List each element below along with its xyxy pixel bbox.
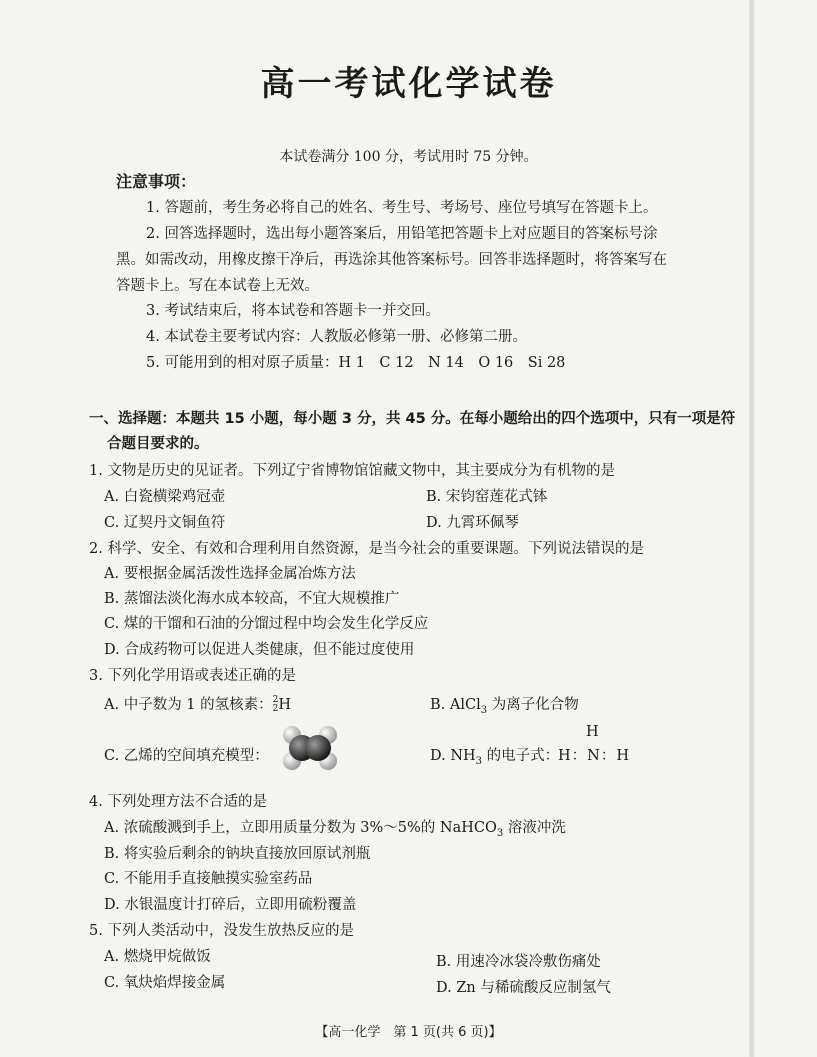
q5-option-b: B. 用速冷冰袋冷敷伤痛处 (436, 954, 601, 970)
ethylene-space-filling-model-icon (278, 726, 342, 770)
q4-a-subscript: 3 (496, 827, 504, 839)
q4-a-text: A. 浓硫酸溅到手上，立即用质量分数为 3%～5%的 NaHCO (104, 820, 497, 836)
q4-option-d: D. 水银温度计打碎后，立即用硫粉覆盖 (104, 897, 357, 913)
atomic-number: 2 (272, 704, 279, 714)
notice-line: 3. 考试结束后，将本试卷和答题卡一并交回。 (146, 303, 440, 319)
notice-line: 答题卡上。写在本试卷上无效。 (116, 278, 319, 294)
q2-option-c: C. 煤的干馏和石油的分馏过程中均会发生化学反应 (104, 616, 429, 632)
q5-option-a: A. 燃烧甲烷做饭 (104, 949, 211, 965)
notice-line: 2. 回答选择题时，选出每小题答案后，用铅笔把答题卡上对应题目的答案标号涂 (146, 226, 658, 242)
notice-line: 4. 本试卷主要考试内容：人教版必修第一册、必修第二册。 (146, 329, 527, 345)
q5-option-d: D. Zn 与稀硫酸反应制氢气 (436, 980, 611, 996)
notice-heading: 注意事项： (116, 172, 197, 191)
question-3-stem: 3. 下列化学用语或表述正确的是 (89, 668, 296, 684)
mass-number: 2 (272, 695, 279, 705)
notice-line: 1. 答题前，考生务必将自己的姓名、考生号、考场号、座位号填写在答题卡上。 (146, 200, 658, 216)
lewis-structure-row: H：N：H (558, 748, 630, 764)
notice-line: 黑。如需改动，用橡皮擦干净后，再选涂其他答案标号。回答非选择题时，将答案写在 (116, 252, 667, 268)
q1-option-c: C. 辽契丹文铜鱼符 (104, 515, 226, 531)
page-footer: 【高一化学 第 1 页(共 6 页)】 (315, 1025, 502, 1040)
question-2-stem: 2. 科学、安全、有效和合理利用自然资源，是当今社会的重要课题。下列说法错误的是 (89, 541, 644, 557)
section-heading: 一、选择题：本题共 15 小题，每小题 3 分，共 45 分。在每小题给出的四个选项中，只有一项是符 (89, 411, 736, 427)
question-5-stem: 5. 下列人类活动中，没发生放热反应的是 (89, 923, 354, 939)
q5-option-c: C. 氧炔焰焊接金属 (104, 975, 226, 991)
q2-option-b: B. 蒸馏法淡化海水成本较高，不宜大规模推广 (104, 591, 400, 607)
q3-d-formula: D. NH (430, 748, 476, 764)
notice-line: 5. 可能用到的相对原子质量：H 1 C 12 N 14 O 16 Si 28 (146, 355, 566, 371)
q1-option-d: D. 九霄环佩琴 (426, 515, 519, 531)
q3-b-subscript: 3 (480, 704, 488, 716)
question-1-stem: 1. 文物是历史的见证者。下列辽宁省博物馆馆藏文物中，其主要成分为有机物的是 (89, 463, 615, 479)
exam-title: 高一考试化学试卷 (260, 64, 557, 104)
section-heading-cont: 合题目要求的。 (107, 436, 209, 452)
q3-b-text: 为离子化合物 (487, 697, 579, 713)
q1-option-b: B. 宋钧窑莲花式钵 (426, 489, 548, 505)
q2-option-a: A. 要根据金属活泼性选择金属冶炼方法 (104, 566, 356, 582)
q3-option-a (104, 693, 291, 714)
q4-option-c: C. 不能用手直接触摸实验室药品 (104, 871, 313, 887)
element-symbol: H (278, 697, 292, 713)
q3-d-subscript: 3 (475, 755, 483, 767)
lewis-structure-top-h: H (586, 724, 599, 740)
q1-option-a: A. 白瓷横梁鸡冠壶 (104, 489, 226, 505)
q2-option-d: D. 合成药物可以促进人类健康，但不能过度使用 (104, 642, 415, 658)
q3-option-a-text: A. 中子数为 1 的氢核素： (104, 697, 273, 713)
q3-option-c: C. 乙烯的空间填充模型： (104, 748, 269, 764)
q4-a-text-end: 溶液冲洗 (503, 820, 566, 836)
q3-b-formula: B. AlCl (430, 697, 481, 713)
q4-option-a (104, 816, 566, 839)
exam-subtitle: 本试卷满分 100 分，考试用时 75 分钟。 (279, 149, 538, 165)
question-4-stem: 4. 下列处理方法不合适的是 (89, 794, 267, 810)
q3-d-text: 的电子式： (482, 748, 560, 764)
q4-option-b: B. 将实验后剩余的钠块直接放回原试剂瓶 (104, 846, 371, 862)
q3-option-b (430, 693, 579, 716)
q3-option-d (430, 744, 559, 767)
